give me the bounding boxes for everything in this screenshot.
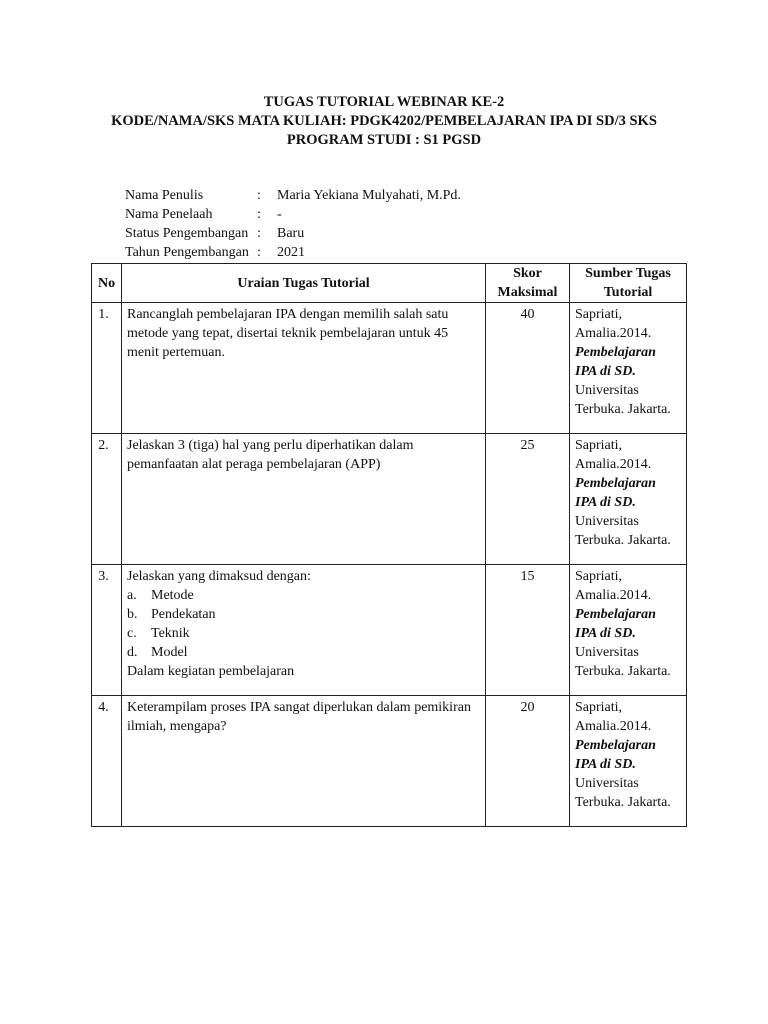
source-year: Amalia.2014. bbox=[575, 457, 652, 472]
header-no: No bbox=[92, 264, 122, 303]
source-author: Sapriati, bbox=[575, 569, 623, 584]
header-score bbox=[486, 264, 570, 303]
max-score: 15 bbox=[486, 565, 570, 696]
task-text-after: Dalam kegiatan pembelajaran bbox=[127, 664, 295, 679]
source-book-title: Pembelajaran bbox=[575, 345, 656, 360]
header-task: Uraian Tugas Tutorial bbox=[122, 264, 486, 303]
option-letter: b. bbox=[127, 607, 138, 622]
info-colon: : bbox=[257, 207, 261, 222]
row-number: 3. bbox=[92, 565, 122, 696]
source-publisher: Universitas bbox=[575, 776, 639, 791]
info-colon: : bbox=[257, 226, 261, 241]
source-year: Amalia.2014. bbox=[575, 326, 652, 341]
task-source bbox=[570, 565, 687, 696]
info-colon: : bbox=[257, 188, 261, 203]
source-book-title: Pembelajaran bbox=[575, 738, 656, 753]
info-value: - bbox=[277, 207, 282, 222]
source-book-title: Pembelajaran bbox=[575, 607, 656, 622]
source-publisher: Terbuka. Jakarta. bbox=[575, 533, 671, 548]
table-row bbox=[92, 434, 687, 565]
source-publisher: Terbuka. Jakarta. bbox=[575, 795, 671, 810]
source-book-title: IPA di SD. bbox=[575, 757, 636, 772]
info-value: Baru bbox=[277, 226, 305, 241]
task-source bbox=[570, 434, 687, 565]
info-label: Tahun Pengembangan bbox=[125, 245, 249, 260]
course-line: KODE/NAMA/SKS MATA KULIAH: PDGK4202/PEMBELAJARAN IPA DI SD/3 SKS bbox=[111, 113, 657, 129]
source-publisher: Universitas bbox=[575, 514, 639, 529]
header-source-line: Sumber Tugas bbox=[585, 266, 671, 281]
table-header-row bbox=[92, 264, 687, 303]
row-number: 2. bbox=[92, 434, 122, 565]
list-item bbox=[127, 643, 480, 662]
header-source bbox=[570, 264, 687, 303]
source-publisher: Terbuka. Jakarta. bbox=[575, 402, 671, 417]
source-publisher: Terbuka. Jakarta. bbox=[575, 664, 671, 679]
info-row-year bbox=[125, 243, 461, 262]
info-label: Status Pengembangan bbox=[125, 226, 249, 241]
task-source bbox=[570, 696, 687, 827]
document-title: TUGAS TUTORIAL WEBINAR KE-2 bbox=[263, 94, 505, 110]
source-author: Sapriati, bbox=[575, 438, 623, 453]
source-publisher: Universitas bbox=[575, 645, 639, 660]
option-letter: c. bbox=[127, 626, 137, 641]
max-score: 25 bbox=[486, 434, 570, 565]
option-letter: a. bbox=[127, 588, 137, 603]
info-value: 2021 bbox=[277, 245, 305, 260]
task-text: Rancanglah pembelajaran IPA dengan memilih salah satu metode yang tepat, disertai teknik pembelajaran untuk 45 menit pertemuan. bbox=[122, 303, 486, 434]
source-publisher: Universitas bbox=[575, 383, 639, 398]
header-source-line: Tutorial bbox=[603, 285, 653, 300]
document-heading bbox=[0, 93, 768, 150]
max-score: 20 bbox=[486, 696, 570, 827]
info-row-status bbox=[125, 224, 461, 243]
table-row bbox=[92, 565, 687, 696]
source-book-title: IPA di SD. bbox=[575, 364, 636, 379]
table-row bbox=[92, 303, 687, 434]
source-year: Amalia.2014. bbox=[575, 588, 652, 603]
header-score-line: Maksimal bbox=[497, 285, 558, 300]
option-letter: d. bbox=[127, 645, 138, 660]
task-text: Jelaskan 3 (tiga) hal yang perlu diperhatikan dalam pemanfaatan alat peraga pembelajaran (APP) bbox=[122, 434, 486, 565]
task-text: Keterampilam proses IPA sangat diperlukan dalam pemikiran ilmiah, mengapa? bbox=[122, 696, 486, 827]
max-score: 40 bbox=[486, 303, 570, 434]
info-label: Nama Penelaah bbox=[125, 207, 213, 222]
program-line: PROGRAM STUDI : S1 PGSD bbox=[286, 132, 482, 148]
option-text: Pendekatan bbox=[151, 607, 216, 622]
task-text-block bbox=[122, 565, 486, 696]
info-value: Maria Yekiana Mulyahati, M.Pd. bbox=[277, 188, 461, 203]
row-number: 1. bbox=[92, 303, 122, 434]
list-item bbox=[127, 624, 480, 643]
option-text: Metode bbox=[151, 588, 194, 603]
option-text: Teknik bbox=[151, 626, 190, 641]
info-row-reviewer bbox=[125, 205, 461, 224]
list-item bbox=[127, 586, 480, 605]
source-book-title: IPA di SD. bbox=[575, 626, 636, 641]
info-label: Nama Penulis bbox=[125, 188, 204, 203]
source-year: Amalia.2014. bbox=[575, 719, 652, 734]
row-number: 4. bbox=[92, 696, 122, 827]
source-author: Sapriati, bbox=[575, 307, 623, 322]
task-source bbox=[570, 303, 687, 434]
source-book-title: Pembelajaran bbox=[575, 476, 656, 491]
info-block bbox=[125, 186, 461, 262]
table-row bbox=[92, 696, 687, 827]
source-author: Sapriati, bbox=[575, 700, 623, 715]
info-colon: : bbox=[257, 245, 261, 260]
header-score-line: Skor bbox=[513, 266, 542, 281]
list-item bbox=[127, 605, 480, 624]
task-text: Jelaskan yang dimaksud dengan: bbox=[127, 569, 311, 584]
task-table bbox=[91, 263, 687, 827]
info-row-author bbox=[125, 186, 461, 205]
source-book-title: IPA di SD. bbox=[575, 495, 636, 510]
option-text: Model bbox=[151, 645, 188, 660]
